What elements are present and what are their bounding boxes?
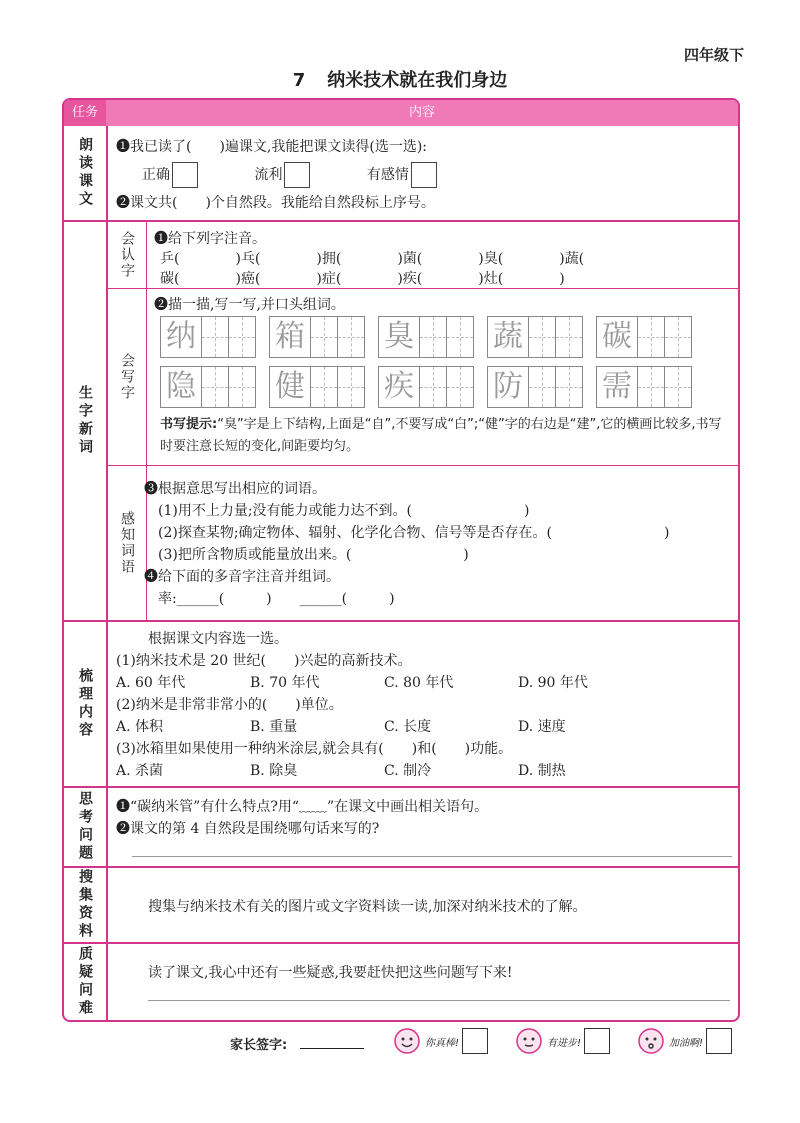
- divider: [64, 620, 738, 622]
- writing-cell[interactable]: [447, 366, 474, 408]
- pinyin-item: 灶( ): [483, 271, 565, 287]
- badge-checkbox[interactable]: [584, 1028, 610, 1054]
- badge-progress: [514, 1026, 610, 1056]
- writing-cell[interactable]: [229, 366, 256, 408]
- trace-char: 纳: [160, 316, 202, 358]
- writing-cell[interactable]: [556, 316, 583, 358]
- words-q3a: (1)用不上力量;没有能力或能力达不到。( ): [158, 503, 530, 519]
- option: C. 80 年代: [384, 675, 454, 691]
- lesson-number: 7: [292, 70, 306, 91]
- parent-signature-line[interactable]: [300, 1048, 364, 1049]
- read-options: [142, 162, 437, 188]
- writing-box-group: [596, 366, 692, 408]
- content-q3: (3)冰箱里如果使用一种纳米涂层,就会具有( )和( )功能。: [116, 741, 513, 757]
- writing-cell[interactable]: [638, 316, 665, 358]
- divider: [64, 786, 738, 788]
- section-label-collect: 搜集资料: [64, 868, 108, 942]
- grade-label: 四年级下: [683, 46, 744, 64]
- trace-char: 碳: [596, 316, 638, 358]
- badge-label: 有进步!: [547, 1037, 582, 1049]
- header-content: 内容: [408, 105, 435, 120]
- divider: [64, 866, 738, 868]
- lesson-title: 纳米技术就在我们身边: [327, 70, 508, 91]
- content-q1: (1)纳米技术是 20 世纪( )兴起的高新技术。: [116, 653, 412, 669]
- content-q2: (2)纳米是非常非常小的( )单位。: [116, 697, 343, 713]
- option-emotion-box[interactable]: [411, 162, 437, 188]
- option-correct-label: 正确: [142, 167, 170, 183]
- option-correct-box[interactable]: [172, 162, 198, 188]
- writing-cell[interactable]: [338, 366, 365, 408]
- words-q3b: (2)探查某物;确定物体、辐射、化学化合物、信号等是否存在。( ): [158, 525, 670, 541]
- section-label-chars: 生字新词: [64, 222, 108, 620]
- option: C. 长度: [384, 719, 432, 735]
- option: B. 70 年代: [250, 675, 320, 691]
- writing-cell[interactable]: [556, 366, 583, 408]
- answer-line[interactable]: [132, 856, 732, 857]
- option: A. 60 年代: [116, 675, 186, 691]
- badge-label: 加油啊!: [669, 1037, 704, 1049]
- pinyin-item: 乓( ): [240, 251, 322, 267]
- pinyin-item: 乒( ): [160, 251, 241, 267]
- option: A. 体积: [116, 719, 164, 735]
- option: A. 杀菌: [116, 763, 164, 779]
- trace-char: 健: [269, 366, 311, 408]
- writing-box-group: [378, 366, 474, 408]
- divider: [108, 288, 738, 289]
- divider: [108, 465, 738, 466]
- words-q4a: 率:______( ) ______( ): [158, 591, 395, 607]
- option: B. 除臭: [250, 763, 298, 779]
- option-fluent-label: 流利: [254, 167, 283, 183]
- content-intro: 根据课文内容选一选。: [148, 631, 288, 647]
- trace-char: 隐: [160, 366, 202, 408]
- smiley-icon: [392, 1026, 422, 1056]
- option-fluent-box[interactable]: [284, 162, 310, 188]
- writing-box-group: [160, 316, 256, 358]
- option: D. 制热: [518, 763, 566, 779]
- section-label-read: 朗读课文: [64, 126, 108, 220]
- writing-box-group: [160, 366, 256, 408]
- writing-box-group: [269, 316, 365, 358]
- trace-char: 臭: [378, 316, 420, 358]
- pinyin-item: 癌( ): [240, 271, 322, 287]
- trace-char: 防: [487, 366, 529, 408]
- writing-cell[interactable]: [638, 366, 665, 408]
- words-q3c: (3)把所含物质或能量放出来。( ): [158, 547, 469, 563]
- pinyin-item: 疾( ): [402, 271, 484, 287]
- writing-cell[interactable]: [447, 316, 474, 358]
- option: B. 重量: [250, 719, 298, 735]
- trace-char: 箱: [269, 316, 311, 358]
- option: C. 制冷: [384, 763, 432, 779]
- writing-cell[interactable]: [229, 316, 256, 358]
- think-q2: ❷课文的第 4 自然段是围绕哪句话来写的?: [116, 821, 380, 837]
- writing-cell[interactable]: [311, 366, 338, 408]
- collect-text: 搜集与纳米技术有关的图片或文字资料读一读,加深对纳米技术的了解。: [148, 899, 587, 915]
- doubt-text: 读了课文,我心中还有一些疑惑,我要赶快把这些问题写下来!: [148, 965, 513, 981]
- tip-text: “臭”字是上下结构,上面是“自”,不要写成“白”;“健”字的右边是“建”,它的横画比较多,书写时要注意长短的变化,间距要均匀。: [160, 417, 722, 454]
- pinyin-item: 症( ): [321, 271, 403, 287]
- writing-box-group: [487, 366, 583, 408]
- writing-box-group: [596, 316, 692, 358]
- recognize-row2: [160, 268, 565, 288]
- tip-label: 书写提示:: [160, 417, 218, 432]
- badge-checkbox[interactable]: [462, 1028, 488, 1054]
- writing-cell[interactable]: [665, 366, 692, 408]
- trace-char: 蔬: [487, 316, 529, 358]
- pinyin-item: 蔬(: [564, 251, 585, 267]
- answer-line[interactable]: [148, 1000, 730, 1001]
- writing-cell[interactable]: [311, 316, 338, 358]
- badge-cheer: [636, 1026, 732, 1056]
- section-label-doubt: 质疑问难: [64, 944, 108, 1020]
- writing-cell[interactable]: [665, 316, 692, 358]
- write-instruction: ❷描一描,写一写,并口头组词。: [154, 297, 345, 313]
- pinyin-item: 臭( ): [483, 251, 565, 267]
- writing-cell[interactable]: [529, 316, 556, 358]
- trace-char: 疾: [378, 366, 420, 408]
- footer: [0, 1024, 800, 1058]
- option: D. 90 年代: [518, 675, 588, 691]
- writing-box-group: [378, 316, 474, 358]
- worksheet-table: [62, 98, 740, 1022]
- page-title: [0, 66, 800, 92]
- writing-grid-row2: [160, 366, 692, 408]
- smiley-icon: [514, 1026, 544, 1056]
- badge-label: 你真棒!: [425, 1037, 460, 1049]
- writing-cell[interactable]: [420, 366, 447, 408]
- recognize-row1: [160, 248, 584, 268]
- pinyin-item: 菌( ): [402, 251, 484, 267]
- writing-cell[interactable]: [202, 366, 229, 408]
- header-task: 任务: [64, 100, 106, 126]
- option-emotion-label: 有感情: [366, 167, 409, 183]
- smiley-icon: [636, 1026, 666, 1056]
- words-q3: ❸根据意思写出相应的词语。: [144, 481, 326, 497]
- writing-cell[interactable]: [202, 316, 229, 358]
- divider: [64, 220, 738, 222]
- read-line2: ❷课文共( )个自然段。我能给自然段标上序号。: [116, 195, 435, 211]
- sublabel-words: 感知词语: [108, 466, 147, 620]
- sublabel-write: 会写字: [108, 289, 147, 465]
- trace-char: 需: [596, 366, 638, 408]
- table-header: [64, 100, 738, 126]
- option: D. 速度: [518, 719, 566, 735]
- section-label-think: 思考问题: [64, 788, 108, 866]
- pinyin-item: 碳( ): [160, 271, 241, 287]
- recognize-instruction: ❶给下列字注音。: [154, 231, 266, 247]
- writing-cell[interactable]: [338, 316, 365, 358]
- badge-checkbox[interactable]: [706, 1028, 732, 1054]
- sublabel-recognize: 会认字: [108, 222, 147, 288]
- badge-great: [392, 1026, 488, 1056]
- divider: [64, 942, 738, 944]
- writing-grid-row1: [160, 316, 692, 358]
- read-line1: ❶我已读了( )遍课文,我能把课文读得(选一选):: [116, 139, 428, 155]
- writing-cell[interactable]: [420, 316, 447, 358]
- writing-tip: [160, 414, 726, 458]
- think-q1: ❶“碳纳米管”有什么特点?用“﹏﹏”在课文中画出相关语句。: [116, 799, 489, 815]
- section-label-content: 梳理内容: [64, 622, 108, 786]
- words-q4: ❹给下面的多音字注音并组词。: [144, 569, 340, 585]
- parent-signature-label: 家长签字:: [230, 1038, 288, 1053]
- pinyin-item: 拥( ): [321, 251, 403, 267]
- writing-box-group: [487, 316, 583, 358]
- writing-box-group: [269, 366, 365, 408]
- writing-cell[interactable]: [529, 366, 556, 408]
